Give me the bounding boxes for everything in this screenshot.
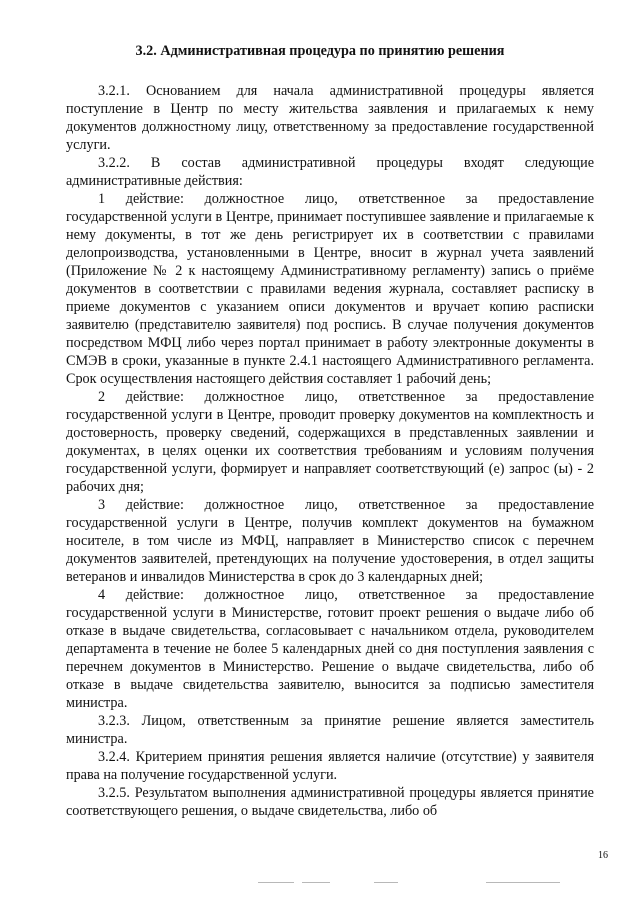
paragraph-3-2-3: 3.2.3. Лицом, ответственным за принятие решение является заместитель министра. <box>66 713 594 747</box>
scan-edge-mark <box>302 882 330 883</box>
scan-edge-mark <box>486 882 560 883</box>
paragraph-action-1: 1 действие: должностное лицо, ответственное за предоставление государственной услуги в Центре, принимает поступившее заявление и прилагаемые к нему документы, в тот же день регистрирует их в соответствии с правилами делопроизводства, установленными в Центре, вносит в журнал учета заявлений (Приложение № 2 к настоящему Административному регламенту) запись о приёме документов в соответствии с правилами ведения журнала, составляет расписку в приеме документов с указанием описи документов и вручает копию расписки заявителю (представителю заявителя) под роспись. В случае получения документов посредством МФЦ либо через портал принимает в работу электронные документы в СМЭВ в сроки, указанные в пункте 2.4.1 настоящего Административного регламента. Срок осуществления настоящего действия составляет 1 рабочий день; <box>66 191 594 387</box>
paragraph-action-3: 3 действие: должностное лицо, ответственное за предоставление государственной услуги в Центре, получив комплект документов на бумажном носителе, в том числе из МФЦ, направляет в Министерство список с перечнем документов заявителей, претендующих на получение удостоверения, в отдел защиты ветеранов и инвалидов Министерства в срок до 3 календарных дней; <box>66 497 594 585</box>
paragraph-3-2-2: 3.2.2. В состав административной процедуры входят следующие административные действия: <box>66 155 594 189</box>
page-number: 16 <box>598 850 608 861</box>
paragraph-action-4: 4 действие: должностное лицо, ответственное за предоставление государственной услуги в Министерстве, готовит проект решения о выдаче либо об отказе в выдаче свидетельства, согласовывает с начальником отдела, руководителем департамента в течение не более 5 календарных дней со дня поступления заявления с перечнем документов в Министерство. Решение о выдаче свидетельства, либо об отказе в выдаче свидетельства заявителю, выносится за подписью заместителя министра. <box>66 587 594 711</box>
paragraph-3-2-5: 3.2.5. Результатом выполнения административной процедуры является принятие соответствующего решения, о выдаче свидетельства, либо об <box>66 785 594 819</box>
section-title: 3.2. Административная процедура по принятию решения <box>135 43 505 59</box>
scan-edge-mark <box>258 882 294 883</box>
paragraph-action-2: 2 действие: должностное лицо, ответственное за предоставление государственной услуги в Центре, проводит проверку документов на комплектность и достоверность, проверку сведений, содержащихся в представленных заявлении и документах, в целях оценки их соответствия требованиям и условиям получения государственной услуги, формирует и направляет соответствующий (е) запрос (ы) - 2 рабочих дня; <box>66 389 594 495</box>
scan-edge-mark <box>374 882 398 883</box>
paragraph-3-2-1: 3.2.1. Основанием для начала административной процедуры является поступление в Центр по месту жительства заявления и прилагаемых к нему документов должностному лицу, ответственному за предоставление государственной услуги. <box>66 83 594 153</box>
document-body <box>66 82 594 820</box>
paragraph-3-2-4: 3.2.4. Критерием принятия решения является наличие (отсутствие) у заявителя права на получение государственной услуги. <box>66 749 594 783</box>
